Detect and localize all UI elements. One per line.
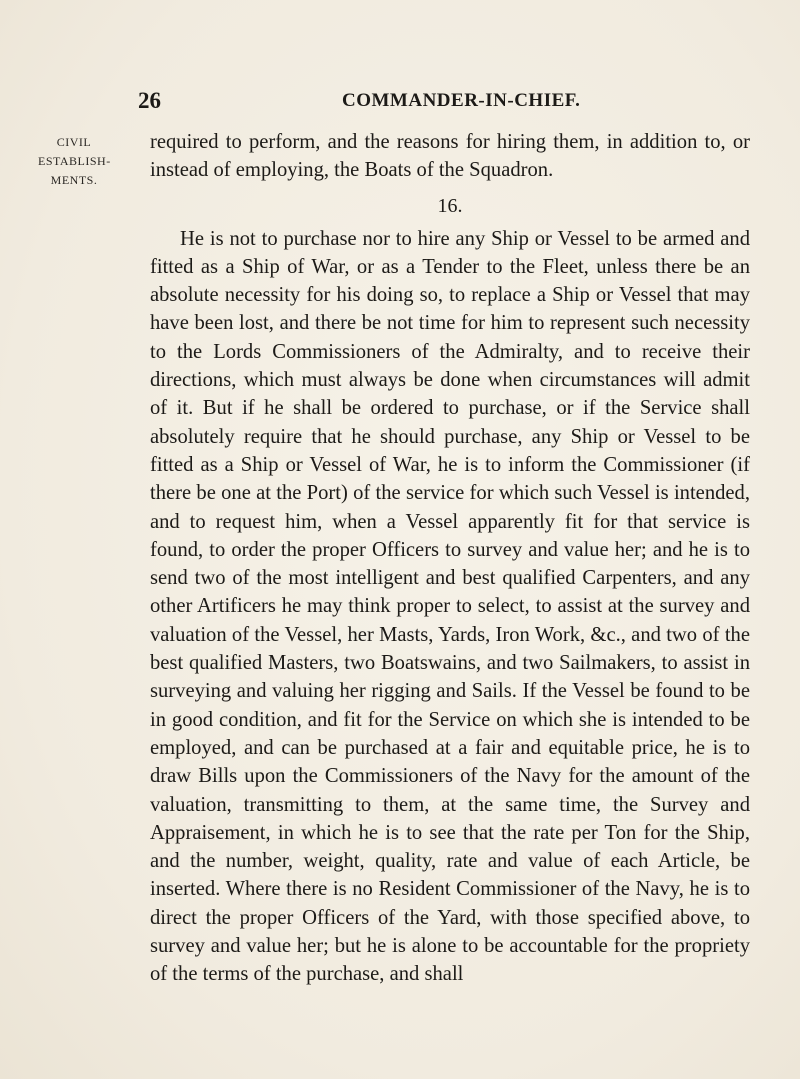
continuation-paragraph: required to perform, and the reasons for hiring them, in addition to, or instead of employing, the Boats of the Squadron. [150, 131, 750, 182]
running-header [0, 88, 800, 118]
body-text [150, 128, 750, 989]
margin-note-line: MENTS. [50, 173, 98, 187]
page-number: 26 [138, 88, 161, 113]
section-number: 16. [437, 194, 463, 217]
margin-note-line: CIVIL [56, 135, 92, 149]
margin-note [38, 133, 110, 190]
running-title: COMMANDER-IN-CHIEF. [342, 90, 581, 111]
margin-note-line: ESTABLISH- [38, 154, 111, 168]
article-paragraph: He is not to purchase nor to hire any Ship or Vessel to be armed and fitted as a Ship of War, or as a Tender to the Fleet, unless there be an absolute necessity for his doing so, to replace a Ship or Vessel that may have been lost, and there be not time for him to represent such necessity to the Lords Commissioners of the Admiralty, and to receive their directions, which must always be done when circumstances will admit of it. But if he shall be ordered to purchase, or if the Service shall absolutely require that he should purchase, any Ship or Vessel to be fitted as a Ship or Vessel of War, he is to inform the Commissioner (if there be one at the Port) of the service for which such Vessel is intended, and to request him, when a Vessel apparently fit for that service is found, to order the proper Officers to survey and value her; and he is to send two of the most intelligent and best qualified Carpenters, and any other Artificers he may think proper to select, to assist at the survey and valuation of the Vessel, her Masts, Yards, Iron Work, &c., and two of the best qualified Masters, two Boatswains, and two Sailmakers, to assist in surveying and valuing her rigging and Sails. If the Vessel be found to be in good condition, and fit for the Service on which she is intended to be employed, and can be purchased at a fair and equitable price, he is to draw Bills upon the Commissioners of the Navy for the amount of the valuation, transmitting to them, at the same time, the Survey and Appraisement, in which he is to see that the rate per Ton for the Ship, and the number, weight, quality, rate and value of each Article, be inserted. Where there is no Resident Commissioner of the Navy, he is to direct the proper Officers of the Yard, with those specified above, to survey and value her; but he is alone to be accountable for the propriety of the terms of the purchase, and shall [150, 227, 750, 986]
